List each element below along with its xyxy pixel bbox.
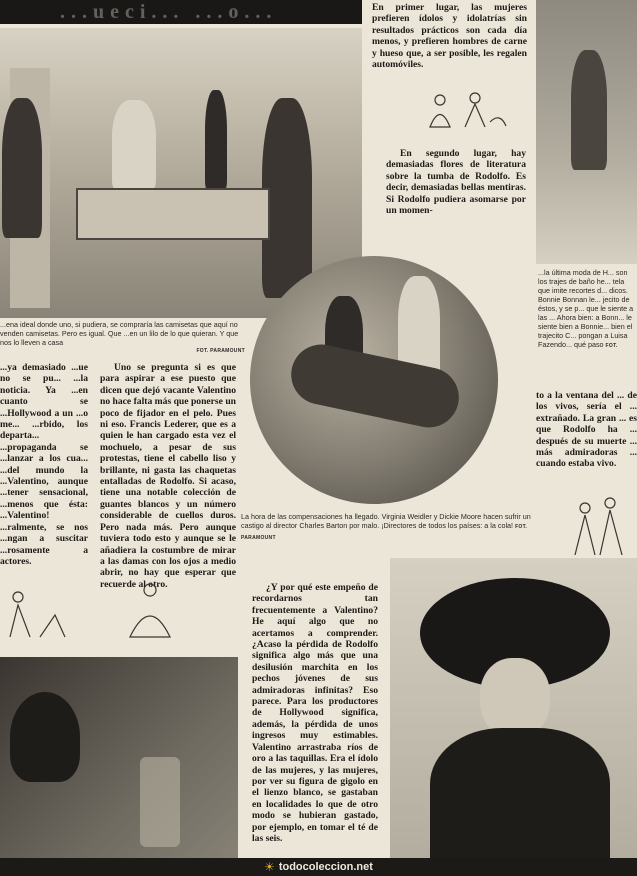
caption-circle-credit: FOT. PARAMOUNT [241,524,528,541]
sun-icon: ☀ [264,859,275,874]
caption-circle-text: La hora de las compensaciones ha llegado. Virginia Weidler y Dickie Moore hacen sufrir un castigo al director Charles Barton por malo. ¡Directores de todos los países: a la cola! [241,512,531,530]
column-center: Uno se pregunta si es que para aspirar a ese puesto que dicen que dejó vacante Valentino no hace falta más que ponerse un poco de fijador en el pelo. Pues ni eso. Francis Lederer, que es a quien le han cargado esta vez el mochuelo, a pesar de sus protestas, tiene el cabello liso y brillante, ni gasta las chaquetas entalladas de Rodolfo. Si acaso, tiene una notable colección de guantes blancos y un número considerable de cuellos duros. Pero nada más. Pero aunque tuviera todo esto y aunque se le añadiera la costumbre de mirar a las damas con los ojos a medio abrir, no hay que esperar que recuerde al otro. [100,362,236,590]
photo-swimsuit [536,0,637,264]
dancers-illustration-left [0,575,180,645]
photo-circle-punishment [250,256,498,504]
caption-right-credit: FOT. [605,343,618,349]
caption-right-photo [538,268,637,388]
column-second-middle: En segundo lugar, hay demasiadas flores de literatura sobre la tumba de Rodolfo. Es decir, demasiadas bellas mentiras. Si Rodolfo pudiera asomarse por un momen- [386,148,526,217]
banner-text: todocoleccion.net [278,861,373,873]
caption-top-left [0,320,245,356]
masthead-fragment: ...ueci... ...o... [60,1,278,23]
column-right-fragment: to a la ventana del ... de los vivos, sería el ... extrañado. La gran ... es que Rodolfo ha ... después de su muerte ... más admiradoras ... cuando estaba vivo. [536,390,637,470]
caption-right-text: ...la última moda de H... son los trajes de baño he... tela que imite recortes d... dicos. Bonnie Bonnan le... jecito de éstos, y se p... que le siente a las ... Ahora bien: a Bonn... le siente bien a Bonnie... bien el trajecito C... pongan a Luisa Fazendo... qué paso [538,268,634,349]
column-left-fragment: ...ya demasiado ...ue no se pu... ...la noticia. Ya ...en cuanto se ...Hollywood a un ...o me... ...rbido, los departa... ...propaganda se ...lanzar a los cua... ...del mundo la ...Valentino, aunque ...tener sensacional, ...menos que ésta: ...Valentino! ...ralmente, se nos ...ngan a suscitar ...rosamente a actores. [0,362,88,567]
photo-feathered-hat [390,558,637,858]
dancing-couple-illustration [420,82,510,132]
footer-banner [0,858,637,876]
caption-top-left-text: ...ena ideal donde uno, si pudiera, se compraría las camisetas que aquí no venden camisetas. Pero es igual. Que ...en un lilo de lo que quieran. Y que nos lo lleven a casa [0,320,239,347]
photo-laboratory [0,657,238,876]
dancers-illustration-right [560,490,630,560]
caption-top-left-credit: FOT. PARAMOUNT [196,348,245,354]
column-bottom-middle: ¿Y por qué este empeño de recordarnos tan frecuentemente a Valentino? He aquí algo que no acertamos a comprender. ¿Acaso la pérdida de Rodolfo significa algo más que una desilusión marchita en los pechos jóvenes de sus admiradoras infinitas? Eso parece. Para los productores de Hollywood significa, además, la pérdida de unos ingresos muy estimables. Valentino arrastraba ríos de oro a las taquillas. Era el ídolo de las mujeres, y las mujeres, por ver su figura de gigolo en el lienzo blanco, se gastaban en localidades lo que de otro modo se hubieran gastado, por ejemplo, en tomar el té de las seis. [252,582,378,844]
column-top-middle: En primer lugar, las mujeres prefieren ídolos y idolatrías sin resultados prácticos son cada día menos, y prefieren hombres de carne y hueso que, a ser posible, les regalen automóviles. [372,2,527,71]
caption-circle [241,512,533,543]
